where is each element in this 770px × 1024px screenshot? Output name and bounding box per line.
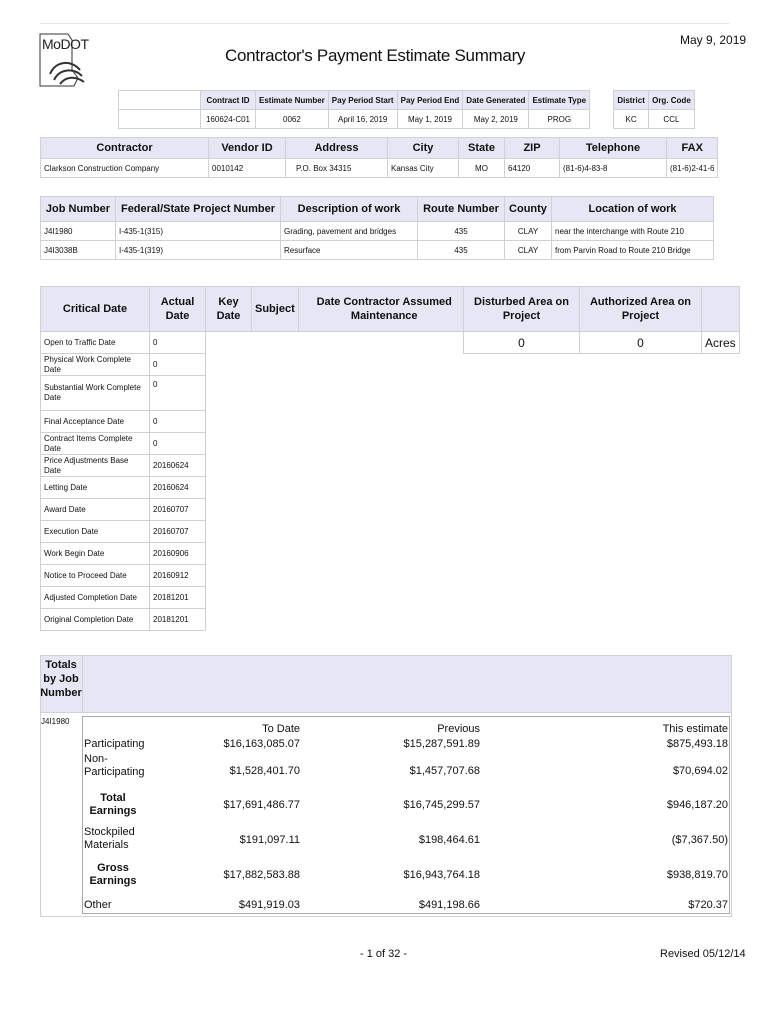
header-pay-period-end: Pay Period End [397, 91, 463, 110]
header-project-number: Federal/State Project Number [116, 197, 281, 222]
estimate-number: 0062 [256, 110, 329, 129]
header-estimate-type: Estimate Type [529, 91, 590, 110]
blank-cell [206, 332, 471, 354]
pay-period-start: April 16, 2019 [328, 110, 397, 129]
this-estimate-value: ($7,367.50) [671, 834, 728, 846]
estimate-type: PROG [529, 110, 590, 129]
to-date-value: $491,919.03 [238, 899, 300, 911]
city: Kansas City [388, 159, 459, 178]
blank-cell [206, 521, 471, 543]
header-key-date: Key Date [206, 287, 252, 332]
critical-date-label: Original Completion Date [41, 609, 150, 631]
header-description: Description of work [281, 197, 418, 222]
critical-date-value: 0 [150, 411, 206, 433]
header-contractor: Contractor [41, 138, 209, 159]
critical-date-label: Price Adjustments Base Date [41, 455, 150, 477]
county: CLAY [505, 222, 552, 241]
header-fax: FAX [667, 138, 718, 159]
header-pay-period-start: Pay Period Start [328, 91, 397, 110]
header-subject: Subject [252, 287, 299, 332]
blank-cell [206, 499, 471, 521]
critical-date-label: Execution Date [41, 521, 150, 543]
header-actual-date: Actual Date [150, 287, 206, 332]
job-number: J4I1980 [41, 222, 116, 241]
area-table [463, 286, 740, 354]
totals-job-number: J4I1980 [41, 717, 70, 726]
header-disturbed-area: Disturbed Area on Project [464, 287, 580, 332]
critical-date-value: 20160707 [150, 499, 206, 521]
col-this-estimate: This estimate [662, 723, 728, 735]
description: Resurface [281, 241, 418, 260]
critical-date-table [40, 286, 471, 631]
critical-date-value: 20160707 [150, 521, 206, 543]
header-city: City [388, 138, 459, 159]
disturbed-area-value: 0 [464, 332, 580, 354]
district: KC [614, 110, 649, 129]
blank-cell [119, 91, 201, 110]
page-title: Contractor's Payment Estimate Summary [225, 46, 526, 65]
blank-cell [206, 609, 471, 631]
area-unit: Acres [702, 332, 740, 354]
header-route-number: Route Number [418, 197, 505, 222]
critical-date-value: 20160624 [150, 477, 206, 499]
modot-logo [38, 30, 118, 90]
header-contract-id: Contract ID [201, 91, 256, 110]
critical-date-label: Contract Items Complete Date [41, 433, 150, 455]
contract-id: 160624-C01 [201, 110, 256, 129]
to-date-value: $191,097.11 [239, 834, 300, 846]
this-estimate-value: $946,187.20 [666, 799, 728, 811]
totals-header-bar [40, 655, 732, 713]
table-row [41, 587, 471, 609]
this-estimate-value: $938,819.70 [666, 869, 728, 881]
critical-date-value: 0 [150, 332, 206, 354]
header-location: Location of work [552, 197, 714, 222]
to-date-value: $17,691,486.77 [223, 799, 300, 811]
previous-value: $1,457,707.68 [409, 765, 480, 777]
table-row [41, 354, 471, 376]
location: from Parvin Road to Route 210 Bridge [552, 241, 714, 260]
critical-date-value: 0 [150, 354, 206, 376]
critical-date-label: Award Date [41, 499, 150, 521]
previous-value: $198,464.61 [418, 834, 480, 846]
header-org-code: Org. Code [649, 91, 695, 110]
this-estimate-value: $70,694.02 [672, 765, 728, 777]
blank-cell [206, 587, 471, 609]
header-district: District [614, 91, 649, 110]
vendor-id: 0010142 [209, 159, 286, 178]
critical-date-label: Final Acceptance Date [41, 411, 150, 433]
date-generated: May 2, 2019 [463, 110, 529, 129]
fax: (81-6)2-41-6 [667, 159, 718, 178]
totals-header: Totals by Job Number [40, 655, 83, 713]
header-telephone: Telephone [560, 138, 667, 159]
header-state: State [459, 138, 505, 159]
critical-date-label: Substantial Work Complete Date [41, 376, 150, 411]
totals-row-label: Participating [84, 738, 145, 750]
header-date-generated: Date Generated [463, 91, 529, 110]
project-number: I-435-1(319) [116, 241, 281, 260]
job-table [40, 196, 714, 260]
table-row [41, 455, 471, 477]
totals-row-label: Other [84, 899, 112, 911]
route-number: 435 [418, 222, 505, 241]
header-county: County [505, 197, 552, 222]
critical-date-value: 20160906 [150, 543, 206, 565]
critical-date-label: Letting Date [41, 477, 150, 499]
route-number: 435 [418, 241, 505, 260]
header-vendor-id: Vendor ID [209, 138, 286, 159]
totals-row-label: Non-Participating [84, 753, 145, 778]
critical-date-value: 20181201 [150, 587, 206, 609]
critical-date-value: 0 [150, 376, 206, 411]
previous-value: $16,745,299.57 [403, 799, 480, 811]
county: CLAY [505, 241, 552, 260]
header-maintenance: Date Contractor Assumed Maintenance [298, 287, 470, 332]
table-row [41, 332, 471, 354]
critical-date-value: 20160624 [150, 455, 206, 477]
zip: 64120 [505, 159, 560, 178]
this-estimate-value: $720.37 [688, 899, 728, 911]
table-row [41, 477, 471, 499]
table-row [41, 411, 471, 433]
header-job-number: Job Number [41, 197, 116, 222]
state: MO [459, 159, 505, 178]
blank-cell [206, 455, 471, 477]
location: near the interchange with Route 210 [552, 222, 714, 241]
blank-cell [206, 376, 471, 411]
critical-date-value: 20181201 [150, 609, 206, 631]
job-number: J4I3038B [41, 241, 116, 260]
blank-cell [206, 354, 471, 376]
previous-value: $16,943,764.18 [403, 869, 480, 881]
table-row [41, 543, 471, 565]
table-row [41, 521, 471, 543]
spacer-cell [590, 110, 614, 129]
contractor-name: Clarkson Construction Company [41, 159, 209, 178]
revision-note: Revised 05/12/14 [660, 948, 746, 960]
col-previous: Previous [437, 723, 480, 735]
contractor-table [40, 137, 718, 178]
critical-date-value: 0 [150, 433, 206, 455]
spacer-cell [590, 91, 614, 110]
org-code: CCL [649, 110, 695, 129]
table-row [41, 565, 471, 587]
header-estimate-number: Estimate Number [256, 91, 329, 110]
critical-date-label: Adjusted Completion Date [41, 587, 150, 609]
totals-row-label: Gross Earnings [89, 862, 137, 887]
blank-cell [119, 110, 201, 129]
previous-value: $491,198.66 [418, 899, 480, 911]
critical-date-label: Notice to Proceed Date [41, 565, 150, 587]
critical-date-value: 20160912 [150, 565, 206, 587]
table-row [41, 433, 471, 455]
table-row [41, 609, 471, 631]
authorized-area-value: 0 [580, 332, 702, 354]
header-unit-blank [702, 287, 740, 332]
project-number: I-435-1(315) [116, 222, 281, 241]
this-estimate-value: $875,493.18 [666, 738, 728, 750]
header-address: Address [286, 138, 388, 159]
blank-cell [206, 477, 471, 499]
telephone: (81-6)4-83-8 [560, 159, 667, 178]
blank-cell [206, 411, 471, 433]
report-date: May 9, 2019 [680, 33, 747, 47]
blank-cell [206, 565, 471, 587]
page-number: - 1 of 32 - [360, 948, 408, 960]
blank-cell [206, 543, 471, 565]
description: Grading, pavement and bridges [281, 222, 418, 241]
header-zip: ZIP [505, 138, 560, 159]
col-to-date: To Date [262, 723, 300, 735]
table-row [41, 499, 471, 521]
table-row [41, 222, 714, 241]
top-divider [40, 23, 730, 24]
critical-date-label: Physical Work Complete Date [41, 354, 150, 376]
contract-table [118, 90, 695, 129]
critical-date-label: Work Begin Date [41, 543, 150, 565]
totals-row-label: Total Earnings [89, 792, 137, 817]
totals-row-label: Stockpiled Materials [84, 826, 135, 851]
logo-text: MoDOT [42, 36, 89, 52]
header-critical-date: Critical Date [41, 287, 150, 332]
address: P.O. Box 34315 [286, 159, 388, 178]
table-row [41, 376, 471, 411]
to-date-value: $16,163,085.07 [223, 738, 300, 750]
header-authorized-area: Authorized Area on Project [580, 287, 702, 332]
blank-cell [206, 433, 471, 455]
previous-value: $15,287,591.89 [403, 738, 480, 750]
pay-period-end: May 1, 2019 [397, 110, 463, 129]
table-row [41, 241, 714, 260]
to-date-value: $1,528,401.70 [229, 765, 300, 777]
critical-date-label: Open to Traffic Date [41, 332, 150, 354]
to-date-value: $17,882,583.88 [223, 869, 300, 881]
